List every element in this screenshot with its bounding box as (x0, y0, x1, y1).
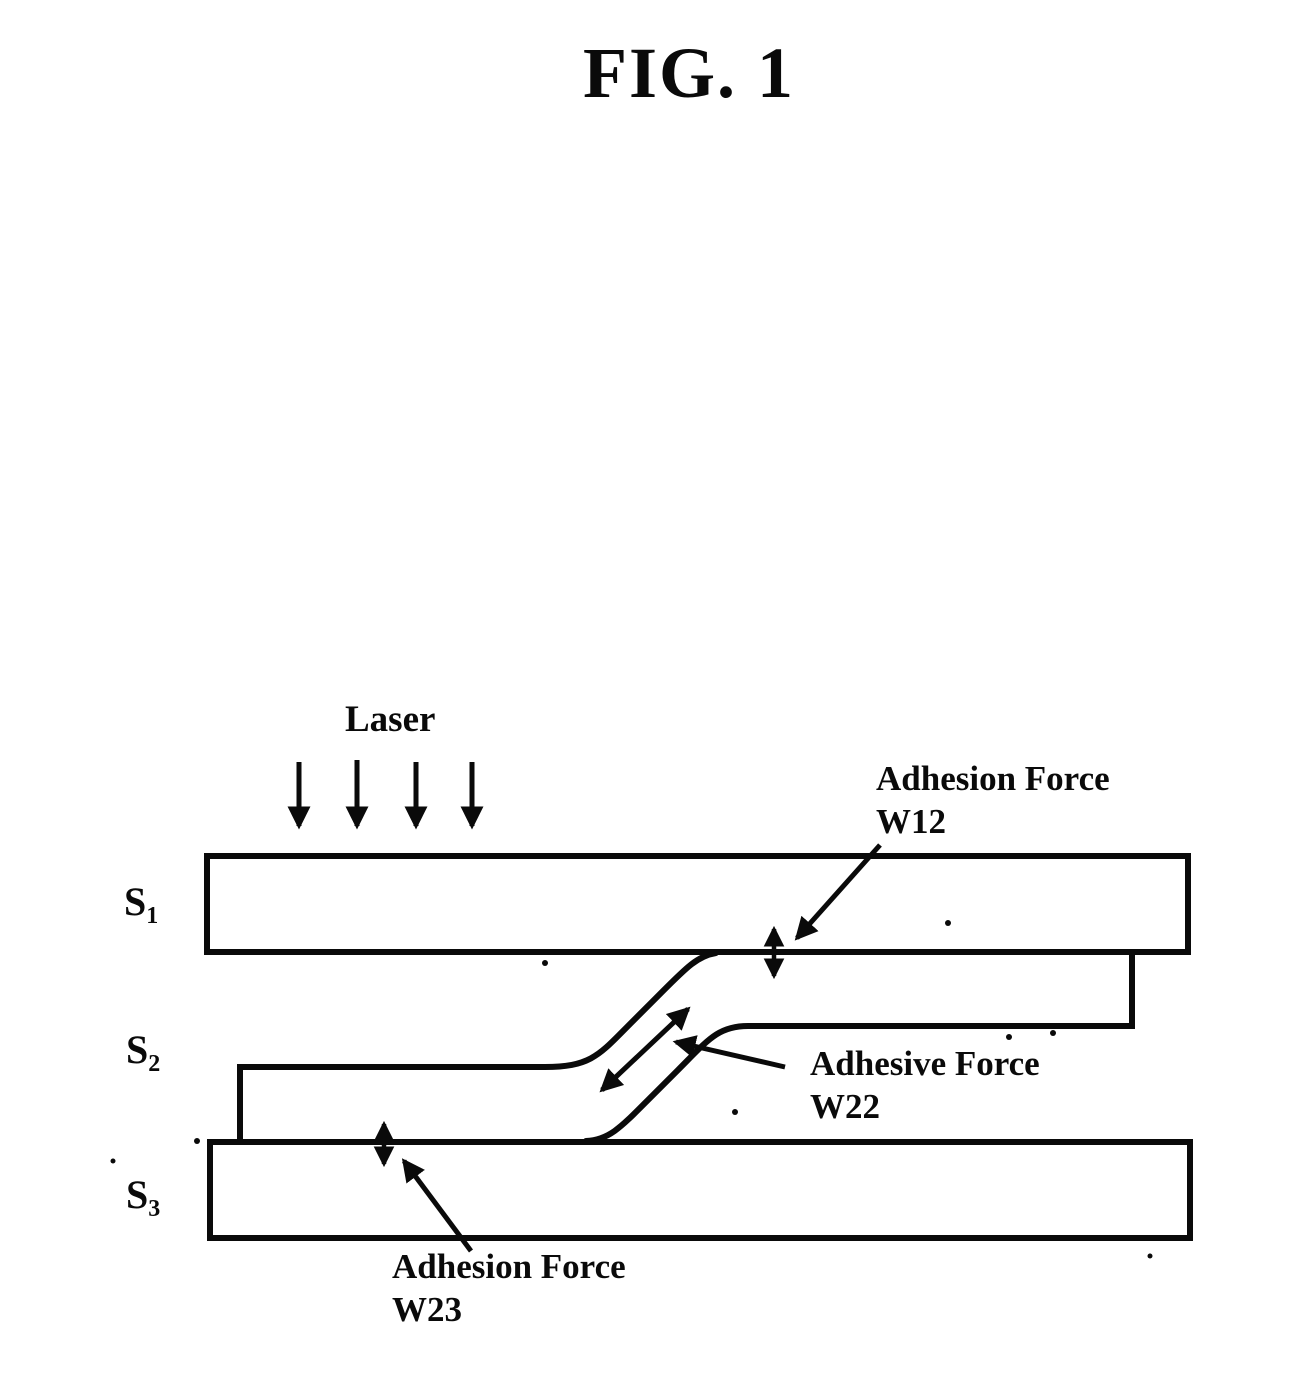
layer-label-s2-letter: S (126, 1027, 149, 1072)
annotation-w12-line1: Adhesion Force (876, 759, 1110, 798)
layer-label-s1 (124, 878, 159, 929)
annotation-w23 (392, 1246, 626, 1331)
layer-label-s3-letter: S (126, 1172, 149, 1217)
layer-label-s1-subscript: 1 (146, 903, 159, 929)
layer-label-s2-subscript: 2 (148, 1051, 161, 1077)
annotation-w12 (876, 758, 1110, 843)
annotation-w23-line1: Adhesion Force (392, 1247, 626, 1286)
figure-title: FIG. 1 (583, 33, 796, 113)
layer-s3-slab (210, 1142, 1190, 1238)
layer-label-s3-subscript: 3 (148, 1196, 161, 1222)
laser-label: Laser (345, 699, 436, 740)
annotation-w22-line1: Adhesive Force (810, 1044, 1040, 1083)
layer-label-s3 (126, 1171, 161, 1222)
w22-adhesive-double-arrow-icon (602, 1009, 688, 1090)
annotation-w23-line2: W23 (392, 1289, 462, 1329)
layer-s1-slab (207, 856, 1188, 952)
annotation-w12-line2: W12 (876, 801, 946, 841)
layer-label-s1-letter: S (124, 879, 147, 924)
layer-label-s2 (126, 1026, 161, 1077)
annotation-w22-line2: W22 (810, 1086, 880, 1126)
laser-arrows-icon (299, 760, 472, 826)
annotation-w22 (810, 1043, 1040, 1128)
